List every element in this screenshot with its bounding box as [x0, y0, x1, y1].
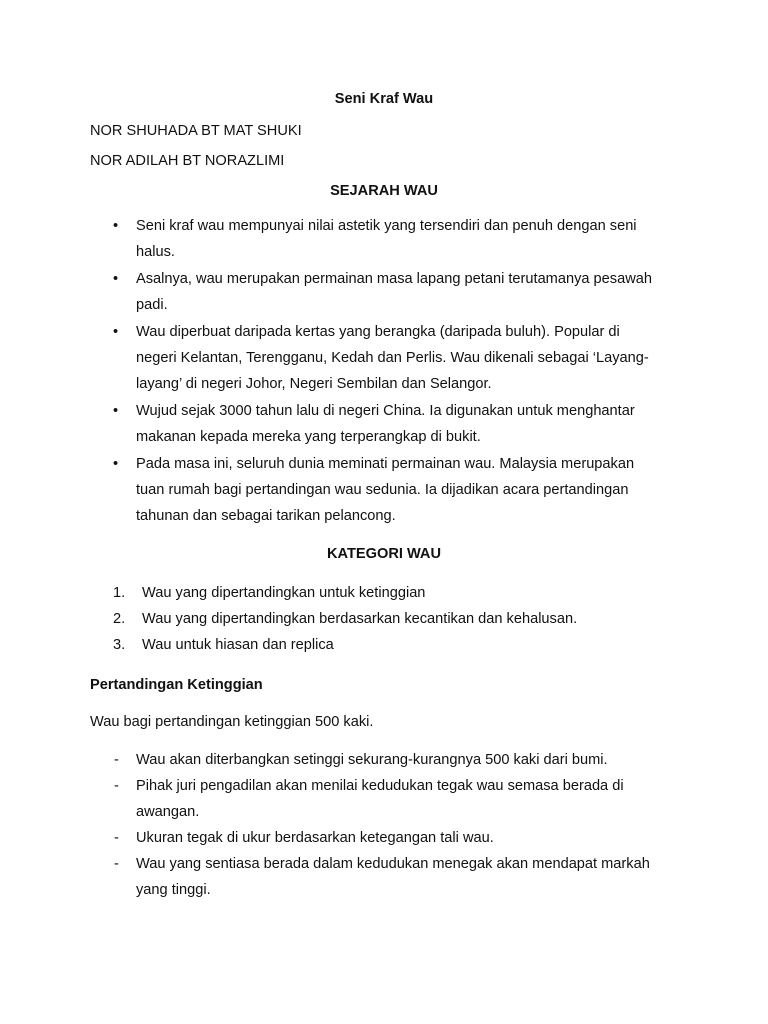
- list-item: [0, 747, 666, 773]
- list-item-text: Pada masa ini, seluruh dunia meminati permainan wau. Malaysia merupakan tuan rumah bagi pertandingan wau sedunia. Ia dijadikan acara pertandingan tahunan dan sebagai tarikan pelancong.: [136, 456, 635, 524]
- list-number: 2.: [113, 611, 126, 627]
- pertandingan-dash-list: [0, 747, 666, 903]
- list-item-text: Ukuran tegak di ukur berdasarkan ketegangan tali wau.: [136, 830, 494, 846]
- list-item-text: Seni kraf wau mempunyai nilai astetik yang tersendiri dan penuh dengan seni halus.: [136, 218, 637, 260]
- document-title: Seni Kraf Wau: [334, 91, 434, 107]
- bullet-icon: •: [113, 271, 119, 287]
- list-item: [0, 451, 656, 529]
- list-item-text: Wau diperbuat daripada kertas yang berangka (daripada buluh). Popular di negeri Kelantan, Terengganu, Kedah dan Perlis. Wau dikenali sebagai ‘Layang-layang’ di negeri Johor, Negeri Sembilan dan Selangor.: [136, 324, 649, 392]
- author-2: NOR ADILAH BT NORAZLIMI: [90, 153, 285, 169]
- list-item: [0, 825, 666, 851]
- list-item: [0, 213, 656, 265]
- list-item-text: Wau yang dipertandingkan untuk ketinggian: [142, 585, 426, 601]
- dash-icon: -: [114, 830, 119, 846]
- list-item: [0, 773, 666, 825]
- list-item-text: Wau akan diterbangkan setinggi sekurang-kurangnya 500 kaki dari bumi.: [136, 752, 608, 768]
- list-item: [0, 398, 656, 450]
- list-item: [0, 606, 577, 632]
- list-item: [0, 580, 577, 606]
- list-item: [0, 851, 666, 903]
- bullet-icon: •: [113, 218, 119, 234]
- bullet-icon: •: [113, 403, 119, 419]
- list-item-text: Pihak juri pengadilan akan menilai kedudukan tegak wau semasa berada di awangan.: [136, 778, 624, 820]
- section-heading-kategori: KATEGORI WAU: [326, 546, 442, 562]
- intro-paragraph: Wau bagi pertandingan ketinggian 500 kaki.: [90, 714, 374, 730]
- list-item: [0, 319, 656, 397]
- list-item: [0, 632, 577, 658]
- dash-icon: -: [114, 752, 119, 768]
- bullet-icon: •: [113, 456, 119, 472]
- list-item-text: Wau untuk hiasan dan replica: [142, 637, 334, 653]
- kategori-numbered-list: [0, 580, 577, 658]
- list-item-text: Wau yang sentiasa berada dalam kedudukan menegak akan mendapat markah yang tinggi.: [136, 856, 650, 898]
- author-1: NOR SHUHADA BT MAT SHUKI: [90, 123, 302, 139]
- section-heading-pertandingan: Pertandingan Ketinggian: [90, 677, 263, 693]
- sejarah-bullet-list: [0, 213, 656, 530]
- list-item-text: Asalnya, wau merupakan permainan masa lapang petani terutamanya pesawah padi.: [136, 271, 652, 313]
- dash-icon: -: [114, 856, 119, 872]
- list-number: 1.: [113, 585, 126, 601]
- dash-icon: -: [114, 778, 119, 794]
- list-item: [0, 266, 656, 318]
- list-item-text: Wujud sejak 3000 tahun lalu di negeri China. Ia digunakan untuk menghantar makanan kepada mereka yang terperangkap di bukit.: [136, 403, 635, 445]
- bullet-icon: •: [113, 324, 119, 340]
- section-heading-sejarah: SEJARAH WAU: [330, 183, 438, 199]
- list-number: 3.: [113, 637, 126, 653]
- list-item-text: Wau yang dipertandingkan berdasarkan kecantikan dan kehalusan.: [142, 611, 578, 627]
